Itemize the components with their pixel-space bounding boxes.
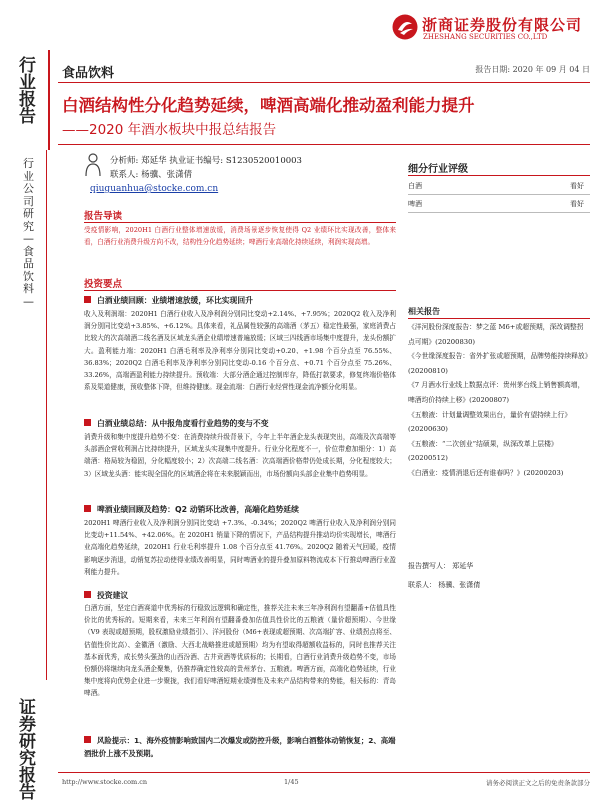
bullet-investment-advice-title: 投资建议 bbox=[97, 591, 129, 600]
left-sidebar bbox=[10, 40, 50, 800]
rating-row-separator bbox=[408, 194, 590, 195]
guide-heading: 报告导读 bbox=[84, 211, 123, 222]
related-report-list bbox=[408, 320, 590, 481]
report-kind-vertical: 证券研究报告 bbox=[19, 698, 36, 800]
related-report-item[interactable]: 《白酒业：疫情消退后还有谁春吗？》(20200203) bbox=[408, 468, 564, 477]
report-contact: 联系人： 杨骥、张潇倩 bbox=[408, 581, 481, 589]
related-heading: 相关报告 bbox=[408, 307, 440, 316]
baijiu-summary-text: 消费升级和集中度提升趋势不变：在消费持续升级背景下，今年上半年酒企龙头表现突出，高端及次高端等头部酒企营收利润占比持续提升，区域龙头实现集中度提升。行业分化程度不一，价位带愈加细分：1）高端酒：格局较为稳固，分化幅度较小；2）次高端二线名酒：次高端酒价格带仍处成长期，分化程度较大；3）区域龙头酒：能实现全国化的区域酒企将在未来脱颖而出，市场份额向头部企业集中趋势明显。 bbox=[84, 433, 396, 478]
report-category-vertical: 行业公司研究—食品饮料— bbox=[23, 157, 34, 308]
footer-url[interactable]: http://www.stocke.com.cn bbox=[62, 778, 148, 786]
bullet-baijiu-review-title: 白酒业绩回顾：业绩增速放缓，环比实现回升 bbox=[97, 296, 253, 305]
bullet-square-icon bbox=[84, 591, 91, 598]
bullet-beer-review-title: 啤酒业绩回顾及趋势：Q2 动销环比改善，高端化趋势延续 bbox=[97, 505, 299, 514]
footer-divider bbox=[58, 772, 590, 773]
risk-warning-text: 风险提示：1、海外疫情影响致国内二次爆发或防控升级，影响白酒整体动销恢复；2、高端酒批价上涨不及预期。 bbox=[84, 736, 396, 758]
related-report-item[interactable]: 《洋河股份深度报告：梦之蓝 M6+或超预期，深改调整拐点可期》(20200830) bbox=[408, 323, 584, 346]
brand-name-cn: 浙商证券股份有限公司 bbox=[422, 16, 583, 34]
page-number: 1/45 bbox=[284, 778, 299, 786]
footer-disclaimer: 请务必阅读正文之后的免责条款部分 bbox=[486, 779, 590, 787]
report-date: 报告日期: 2020 年 09 月 04 日 bbox=[475, 65, 590, 74]
title-divider bbox=[58, 144, 590, 145]
rating-name: 啤酒 bbox=[408, 200, 422, 208]
related-report-item[interactable]: 《五粮液：计划量调整效果出台，量价有望持续上行》(20200630) bbox=[408, 410, 572, 434]
guide-text: 受疫情影响，2020H1 白酒行业整体增速放缓，消费场景逐步恢复使得 Q2 业绩环比实现改善，整体来看，白酒行业消费升级方向不改，结构性分化趋势延续；啤酒行业高端化持续延续，利润实现高增。 bbox=[84, 226, 396, 247]
rating-value: 看好 bbox=[570, 182, 584, 190]
bullet-baijiu-summary-title: 白酒业绩总结：从中报角度看行业趋势的变与不变 bbox=[97, 419, 269, 428]
report-type-vertical: 行业报告 bbox=[19, 56, 36, 127]
person-icon bbox=[84, 152, 102, 184]
rating-divider bbox=[408, 175, 590, 176]
bullet-baijiu-summary bbox=[84, 418, 396, 429]
investment-advice-text: 白酒方面，坚定白酒赛道中优秀标的行稳致远逻辑和确定性，推荐关注未来三年净利润有望翻番+估值具性价比的优秀标的。短期来看，未来三年利润有望翻番叠加估值具性价比的五粮液（量价超预期）、今世缘（V9 表现或超预期，股权激励业绩指引）、洋河股份（M6+表现或超预期、次高端扩容、业绩拐点将至、估值性价比高）、金徽酒（激励、大西北战略推进或超预期）均为有望取得超额收益标的，同时也推荐关注基本面优秀，成长势头强劲的山西汾酒、古井贡酒等优质标的；长期看，白酒行业消费升级趋势不变，市场份额仍将继续向龙头酒企聚集，仍推荐确定性较高的贵州茅台、五粮液。啤酒方面，高端化趋势延续，行业集中度将向优势企业进一步聚拢，我们看好啤酒短期业绩弹性及未来产品结构带来的势能，相关标的：青岛啤酒。 bbox=[84, 604, 396, 698]
bullet-risk-warning bbox=[84, 735, 396, 760]
beer-review-text: 2020H1 啤酒行业收入及净利润分别同比变动 +7.3%、-0.34%；2020Q2 啤酒行业收入及净利润分别同比变动+11.54%、+42.06%。在 2020H1 销量下降的情况下，产品结构提升推动均价实现增长，啤酒行业高端化趋势延续，2020H1 行业毛利率提升 1.08 个百分点至 41.76%。2020Q2 随着天气回暖，疫情影响逐步消退，动销复苏拉动使得业绩改善明显，同时啤酒业的提升叠加原料物流成本下行推动啤酒行业盈利能力提升。 bbox=[84, 519, 396, 576]
logo-mark-icon bbox=[392, 14, 418, 40]
bullet-square-icon bbox=[84, 296, 91, 303]
related-divider bbox=[408, 318, 590, 319]
points-heading: 投资要点 bbox=[84, 279, 123, 290]
report-writer: 报告撰写人： 郑延华 bbox=[408, 562, 474, 570]
bullet-beer-review bbox=[84, 504, 396, 515]
rating-value: 看好 bbox=[570, 200, 584, 208]
related-report-item[interactable]: 《7 月酒水行业线上数据点评：贵州茅台线上销售额高增，啤酒均价持续上移》(20200807) bbox=[408, 381, 585, 404]
related-report-item[interactable]: 《今世缘深度报告：省外扩张或超预期，品牌势能持续释放》(20200810) bbox=[408, 352, 589, 375]
report-title: 白酒结构性分化趋势延续，啤酒高端化推动盈利能力提升 bbox=[62, 96, 475, 115]
guide-divider bbox=[84, 222, 396, 223]
rating-row-baijiu bbox=[408, 181, 590, 191]
rating-name: 白酒 bbox=[408, 182, 422, 190]
rating-row-separator bbox=[408, 212, 590, 213]
bullet-investment-advice bbox=[84, 590, 396, 601]
bullet-baijiu-review bbox=[84, 295, 396, 306]
baijiu-review-text: 收入及利润端：2020H1 白酒行业收入及净利润分别同比变动+2.14%、+7.95%；2020Q2 收入及净利润分别同比变动+3.85%、+6.12%。具体来看，礼品属性较强的高端酒（茅五）稳定性最强，家庭消费占比较大的次高端酒二线名酒及区域龙头酒企业绩增速普遍放缓；区域三四线酒市场集中度提升，龙头份额扩大。盈利能力端：2020H1 白酒毛利率及净利率分别同比变动+0.20、+1.98 个百分点至 76.55%、36.83%；2020Q2 白酒毛利率及净利率分别同比变动-0.16 个百分点、+0.71 个百分点至 75.26%、33.26%，高端酒盈利能力持续提升。预收端：大部分酒企通过控制库存，降低打款要求，修复终端价格体系及渠道健康，预收整体下降，但维持健康。现金流端：白酒行业经营性现金流净额分化明显。 bbox=[84, 310, 396, 392]
report-subtitle: ——2020 年酒水板块中报总结报告 bbox=[62, 122, 277, 138]
header-divider bbox=[58, 82, 590, 83]
analyst-email-link[interactable]: qiuguanhua@stocke.com.cn bbox=[90, 184, 219, 194]
rating-heading: 细分行业评级 bbox=[408, 164, 468, 175]
bullet-square-icon bbox=[84, 736, 91, 743]
related-report-item[interactable]: 《五粮液：“二次创业”结硕果，纵深改革上层楼》(20200512) bbox=[408, 439, 558, 463]
bullet-square-icon bbox=[84, 505, 91, 512]
rating-row-beer bbox=[408, 199, 590, 209]
brand-logo bbox=[392, 12, 592, 46]
bullet-square-icon bbox=[84, 419, 91, 426]
analyst-info: 分析师: 郑延华 执业证书编号: S1230520010003 bbox=[110, 156, 302, 166]
contact-info: 联系人: 杨骥、张潇倩 bbox=[110, 170, 193, 180]
sector-label: 食品饮料 bbox=[62, 66, 115, 81]
left-divider bbox=[46, 150, 47, 680]
brand-name-en: ZHESHANG SECURITIES CO.,LTD bbox=[423, 33, 548, 41]
points-divider bbox=[84, 290, 396, 291]
